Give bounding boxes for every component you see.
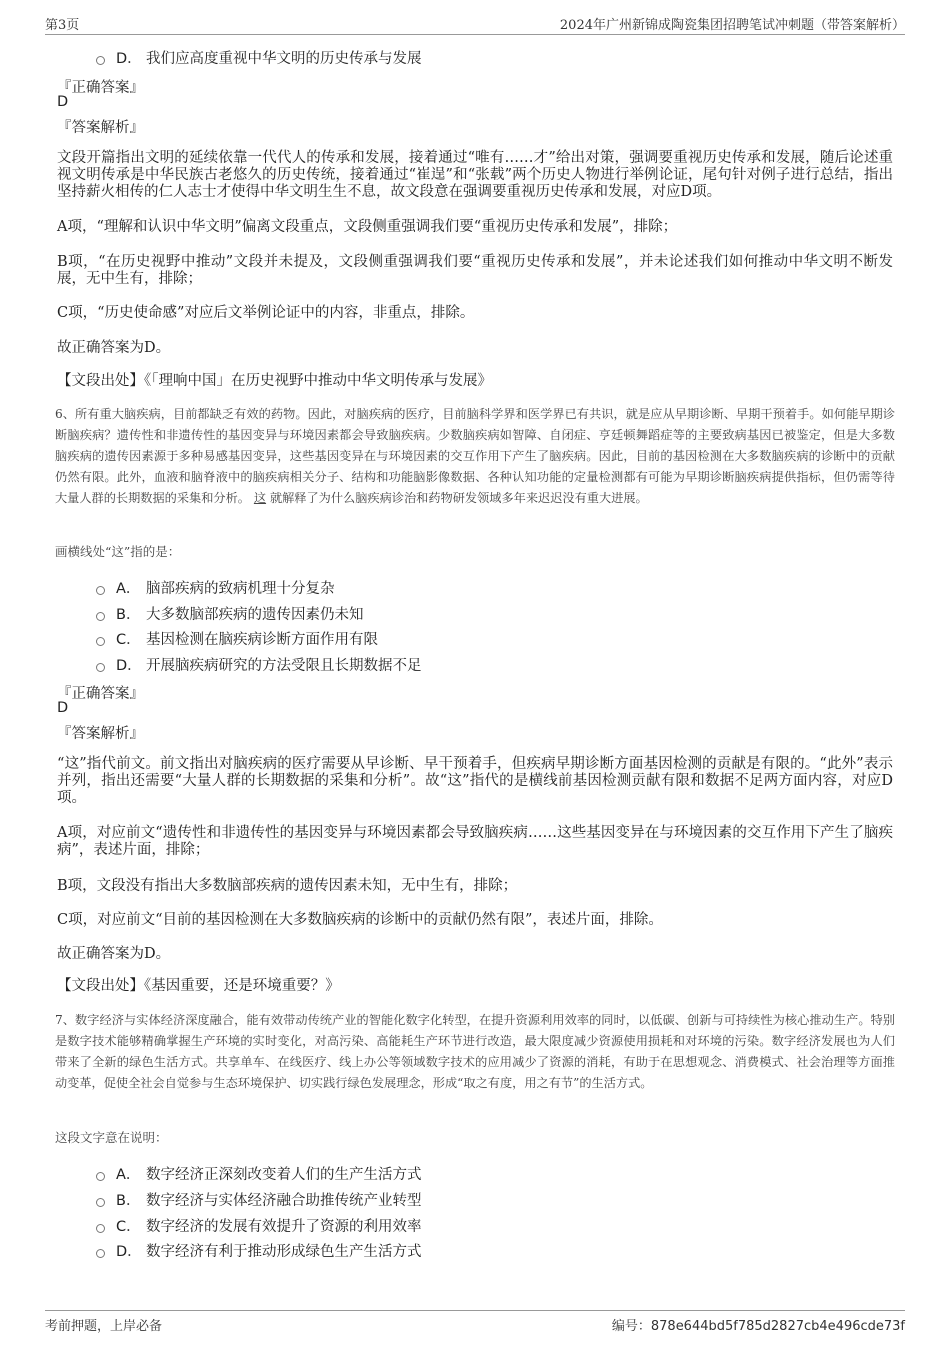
analysis-paragraph: A项，“理解和认识中华文明”偏离文段重点，文段侧重强调我们要“重视历史传承和发展”，排除； xyxy=(57,219,678,235)
source-citation: 【文段出处】《「理响中国」在历史视野中推动中华文明传承与发展》 xyxy=(57,373,492,389)
analysis-paragraph: B项，“在历史视野中推动”文段并未提及，文段侧重强调我们要“重视历史传承和发展”，并未论述我们如何推动中华文明不断发展，无中生有，排除； xyxy=(57,254,893,287)
page-footer xyxy=(45,1310,905,1335)
page-header xyxy=(45,12,905,35)
question-stem: 6、所有重大脑疾病，目前都缺乏有效的药物。因此，对脑疾病的医疗，目前脑科学界和医学界已有共识，就是应从早期诊断、早期干预着手。如何能早期诊断脑疾病？遗传性和非遗传性的基因变异与环境因素都会导致脑疾病。少数脑疾病如智障、自闭症、亨廷顿舞蹈症等的主要致病基因已被鉴定，但是大多数脑疾病的遗传因素源于多种易感基因变异，这些基因变异在与环境因素的交互作用下产生了脑疾病。因此，目前的基因检测在大多数脑疾病的诊断中的贡献仍然有限。此外，血液和脑脊液中的脑疾病相关分子、结构和功能脑影像数据、各种认知功能的定量检测都有可能为早期诊断脑疾病提供指标，但仍需等待大量人群的长期数据的采集和分析。 这 就解释了为什么脑疾病诊治和药物研发领域多年来迟迟没有重大进展。 xyxy=(55,407,895,505)
analysis-conclusion: 故正确答案为D。 xyxy=(57,946,171,962)
analysis-conclusion: 故正确答案为D。 xyxy=(57,340,171,356)
analysis-paragraph: C项，对应前文“目前的基因检测在大多数脑疾病的诊断中的贡献仍然有限”，表述片面，排除。 xyxy=(57,912,663,928)
q6-option-a[interactable]: A． 脑部疾病的致病机理十分复杂 xyxy=(96,577,335,598)
radio-icon[interactable] xyxy=(96,1224,105,1233)
analysis-label: 『答案解析』 xyxy=(57,120,144,136)
question-prompt: 画横线处“这”指的是： xyxy=(55,544,181,559)
radio-icon[interactable] xyxy=(96,1249,105,1258)
source-citation: 【文段出处】《基因重要，还是环境重要？》 xyxy=(57,978,340,994)
q6-option-d[interactable]: D． 开展脑疾病研究的方法受限且长期数据不足 xyxy=(96,654,422,675)
radio-icon[interactable] xyxy=(96,56,105,65)
q7-option-a[interactable]: A． 数字经济正深刻改变着人们的生产生活方式 xyxy=(96,1163,422,1184)
page-number: 第3页 xyxy=(45,18,80,33)
document-title: 2024年广州新锦成陶瓷集团招聘笔试冲刺题（带答案解析） xyxy=(559,18,905,33)
underlined-word: 这 xyxy=(253,491,267,505)
q6-option-c[interactable]: C． 基因检测在脑疾病诊断方面作用有限 xyxy=(96,628,378,649)
radio-icon[interactable] xyxy=(96,637,105,646)
analysis-label: 『答案解析』 xyxy=(57,726,144,742)
q5-option-d[interactable]: D． 我们应高度重视中华文明的历史传承与发展 xyxy=(96,47,422,68)
analysis-paragraph: B项，文段没有指出大多数脑部疾病的遗传因素未知，无中生有，排除； xyxy=(57,878,518,894)
analysis-paragraph: “这”指代前文。前文指出对脑疾病的医疗需要从早诊断、早干预着手，但疾病早期诊断方面基因检测的贡献是有限的。“此外”表示并列，指出还需要“大量人群的长期数据的采集和分析”。故“这”指代的是横线前基因检测贡献有限和数据不足两方面内容，对应D项。 xyxy=(57,756,893,806)
q6-option-b[interactable]: B． 大多数脑部疾病的遗传因素仍未知 xyxy=(96,603,364,624)
question-prompt: 这段文字意在说明： xyxy=(55,1130,168,1145)
radio-icon[interactable] xyxy=(96,1172,105,1181)
q7-option-d[interactable]: D． 数字经济有利于推动形成绿色生产生活方式 xyxy=(96,1240,422,1261)
correct-answer: D xyxy=(57,94,69,110)
footer-slogan: 考前押题，上岸必备 xyxy=(45,1319,163,1334)
radio-icon[interactable] xyxy=(96,663,105,672)
q7-option-b[interactable]: B． 数字经济与实体经济融合助推传统产业转型 xyxy=(96,1189,422,1210)
correct-answer-label: 『正确答案』 xyxy=(57,686,144,702)
radio-icon[interactable] xyxy=(96,1198,105,1207)
correct-answer: D xyxy=(57,700,69,716)
analysis-paragraph: A项，对应前文“遗传性和非遗传性的基因变异与环境因素都会导致脑疾病……这些基因变异在与环境因素的交互作用下产生了脑疾病”，表述片面，排除； xyxy=(57,825,893,858)
analysis-paragraph: 文段开篇指出文明的延续依靠一代代人的传承和发展，接着通过“唯有……才”给出对策，强调要重视历史传承和发展，随后论述重视文明传承是中华民族古老悠久的历史传统，接着通过“崔逞”和“张载”两个历史人物进行举例论证，尾句针对例子进行总结，指出坚持薪火相传的仁人志士才使得中华文明生生不息，故文段意在强调要重视历史传承和发展，对应D项。 xyxy=(57,150,893,200)
radio-icon[interactable] xyxy=(96,586,105,595)
q7-option-c[interactable]: C． 数字经济的发展有效提升了资源的利用效率 xyxy=(96,1215,422,1236)
document-code: 编号：878e644bd5f785d2827cb4e496cde73f xyxy=(611,1319,905,1334)
analysis-paragraph: C项，“历史使命感”对应后文举例论证中的内容，非重点，排除。 xyxy=(57,305,475,321)
radio-icon[interactable] xyxy=(96,612,105,621)
question-stem: 7、数字经济与实体经济深度融合，能有效带动传统产业的智能化数字化转型，在提升资源利用效率的同时，以低碳、创新与可持续性为核心推动生产。特别是数字技术能够精确掌握生产环境的实时变化，对高污染、高能耗生产环节进行改造，最大限度减少资源使用损耗和对环境的污染。数字经济发展也为人们带来了全新的绿色生活方式。共享单车、在线医疗、线上办公等领域数字技术的应用减少了资源的消耗，有助于在思想观念、消费模式、社会治理等方面推动变革，促使全社会自觉参与生态环境保护、切实践行绿色发展理念，形成“取之有度，用之有节”的生活方式。 xyxy=(55,1013,895,1090)
correct-answer-label: 『正确答案』 xyxy=(57,80,144,96)
